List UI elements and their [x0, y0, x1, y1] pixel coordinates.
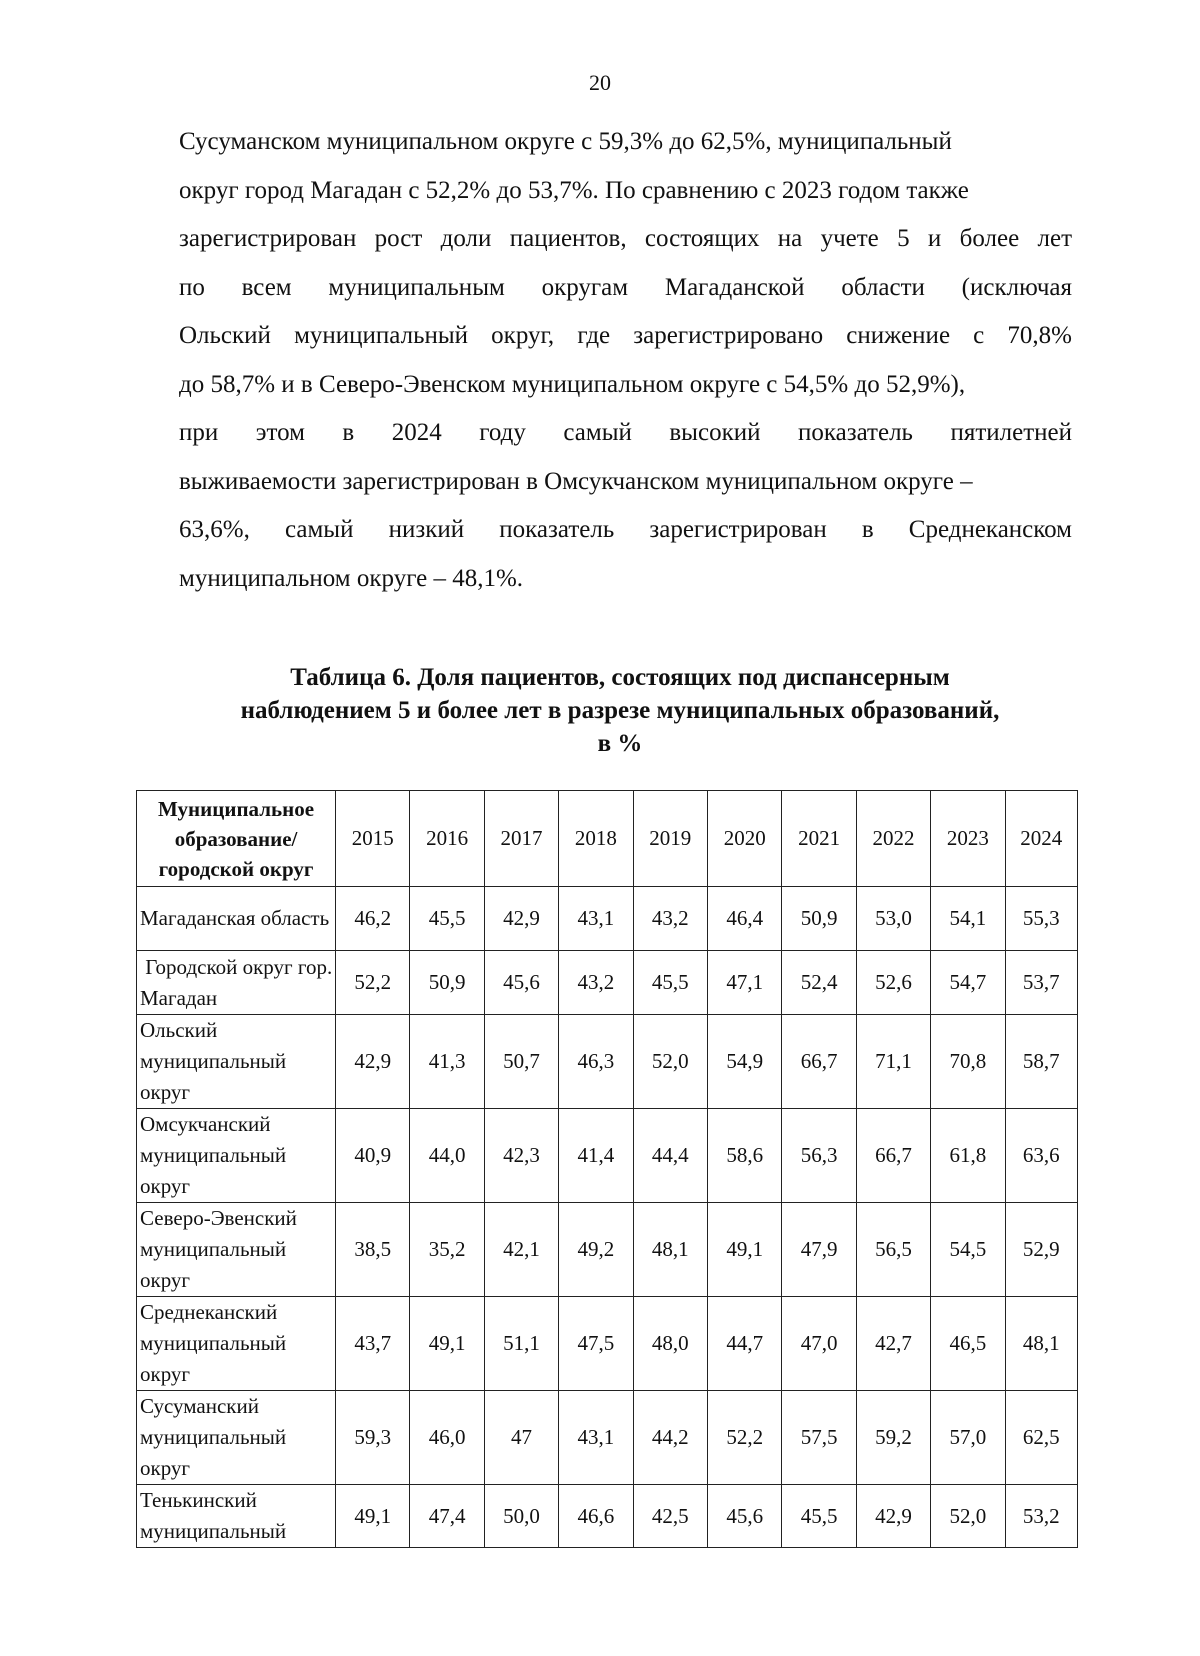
row-label: Ольский муниципальный округ — [137, 1015, 336, 1109]
table-cell: 43,2 — [633, 887, 707, 951]
table-cell: 42,7 — [856, 1297, 930, 1391]
table-cell: 42,1 — [484, 1203, 558, 1297]
table-header-row — [137, 791, 1078, 887]
column-header-municipality: Муниципальное образование/городской округ — [137, 791, 336, 887]
table-row — [137, 1485, 1078, 1548]
table-cell: 58,7 — [1005, 1015, 1077, 1109]
column-header-year: 2020 — [708, 791, 782, 887]
paragraph-line: 63,6%, самый низкий показатель зарегистрирован в Среднеканском — [179, 516, 1072, 543]
table-cell: 52,2 — [708, 1391, 782, 1485]
table-cell: 46,2 — [336, 887, 410, 951]
paragraph-line: округ город Магадан с 52,2% до 53,7%. По сравнению с 2023 годом также — [179, 176, 969, 204]
table-cell: 54,1 — [931, 887, 1005, 951]
paragraph-line: по всем муниципальным округам Магаданской области (исключая — [179, 273, 1072, 301]
table-cell: 49,1 — [410, 1297, 484, 1391]
table-cell: 62,5 — [1005, 1391, 1077, 1485]
table-row — [137, 887, 1078, 951]
table-cell: 52,4 — [782, 951, 856, 1015]
column-header-year: 2024 — [1005, 791, 1077, 887]
table-cell: 49,2 — [559, 1203, 633, 1297]
table-caption — [130, 661, 1110, 760]
table-cell: 56,5 — [856, 1203, 930, 1297]
table-cell: 38,5 — [336, 1203, 410, 1297]
table-cell: 53,2 — [1005, 1485, 1077, 1548]
table-cell: 48,0 — [633, 1297, 707, 1391]
table-cell: 56,3 — [782, 1109, 856, 1203]
table-cell: 50,0 — [484, 1485, 558, 1548]
body-paragraph — [179, 118, 1072, 603]
table-cell: 42,9 — [336, 1015, 410, 1109]
page-number: 20 — [589, 70, 611, 95]
table-cell: 45,5 — [410, 887, 484, 951]
column-header-year: 2018 — [559, 791, 633, 887]
table-row — [137, 1203, 1078, 1297]
table-cell: 52,6 — [856, 951, 930, 1015]
table-cell: 45,5 — [633, 951, 707, 1015]
table-cell: 45,6 — [708, 1485, 782, 1548]
row-label: Сусуманский муниципальный округ — [137, 1391, 336, 1485]
table-cell: 49,1 — [336, 1485, 410, 1548]
table-cell: 58,6 — [708, 1109, 782, 1203]
table-cell: 54,9 — [708, 1015, 782, 1109]
table-cell: 44,4 — [633, 1109, 707, 1203]
table-cell: 66,7 — [856, 1109, 930, 1203]
row-label: Тенькинский муниципальный — [137, 1485, 336, 1548]
table-cell: 47,1 — [708, 951, 782, 1015]
table-cell: 66,7 — [782, 1015, 856, 1109]
table-caption-line: наблюдением 5 и более лет в разрезе муниципальных образований, — [240, 697, 1000, 724]
table-cell: 42,9 — [856, 1485, 930, 1548]
table-cell: 52,0 — [633, 1015, 707, 1109]
column-header-year: 2023 — [931, 791, 1005, 887]
table-cell: 42,3 — [484, 1109, 558, 1203]
table-cell: 46,6 — [559, 1485, 633, 1548]
table-cell: 43,1 — [559, 887, 633, 951]
table-row — [137, 1015, 1078, 1109]
table-cell: 48,1 — [1005, 1297, 1077, 1391]
table-cell: 51,1 — [484, 1297, 558, 1391]
table-row — [137, 1297, 1078, 1391]
table-caption-line: в % — [597, 730, 643, 757]
table-cell: 46,4 — [708, 887, 782, 951]
column-header-year: 2021 — [782, 791, 856, 887]
table-cell: 50,7 — [484, 1015, 558, 1109]
table-cell: 40,9 — [336, 1109, 410, 1203]
table-cell: 53,7 — [1005, 951, 1077, 1015]
paragraph-line: при этом в 2024 году самый высокий показатель пятилетней — [179, 419, 1072, 446]
table-cell: 44,0 — [410, 1109, 484, 1203]
table-cell: 43,1 — [559, 1391, 633, 1485]
column-header-year: 2016 — [410, 791, 484, 887]
paragraph-line: выживаемости зарегистрирован в Омсукчанском муниципальном округе – — [179, 467, 973, 495]
table-cell: 47 — [484, 1391, 558, 1485]
table-cell: 53,0 — [856, 887, 930, 951]
table-cell: 35,2 — [410, 1203, 484, 1297]
table-cell: 71,1 — [856, 1015, 930, 1109]
table-cell: 47,9 — [782, 1203, 856, 1297]
table-cell: 52,0 — [931, 1485, 1005, 1548]
column-header-year: 2017 — [484, 791, 558, 887]
table-cell: 41,3 — [410, 1015, 484, 1109]
table-caption-line: Таблица 6. Доля пациентов, состоящих под диспансерным — [290, 664, 950, 691]
table-cell: 49,1 — [708, 1203, 782, 1297]
table-cell: 50,9 — [410, 951, 484, 1015]
table-cell: 45,5 — [782, 1485, 856, 1548]
table-cell: 46,5 — [931, 1297, 1005, 1391]
table-cell: 59,2 — [856, 1391, 930, 1485]
table-cell: 43,2 — [559, 951, 633, 1015]
row-label: Городской округ гор. Магадан — [137, 951, 336, 1015]
table-cell: 52,9 — [1005, 1203, 1077, 1297]
table-cell: 46,0 — [410, 1391, 484, 1485]
table-cell: 59,3 — [336, 1391, 410, 1485]
table-cell: 44,7 — [708, 1297, 782, 1391]
paragraph-line: зарегистрирован рост доли пациентов, состоящих на учете 5 и более лет — [179, 225, 1072, 252]
table-row — [137, 1391, 1078, 1485]
table-cell: 54,7 — [931, 951, 1005, 1015]
table-cell: 48,1 — [633, 1203, 707, 1297]
table-cell: 43,7 — [336, 1297, 410, 1391]
paragraph-line: муниципальном округе – 48,1%. — [179, 564, 524, 592]
paragraph-line: Ольский муниципальный округ, где зарегистрировано снижение с 70,8% — [179, 322, 1072, 349]
table-cell: 61,8 — [931, 1109, 1005, 1203]
data-table — [136, 790, 1078, 1548]
table-cell: 50,9 — [782, 887, 856, 951]
paragraph-line: до 58,7% и в Северо-Эвенском муниципальном округе с 54,5% до 52,9%), — [179, 370, 966, 398]
row-label: Омсукчанский муниципальный округ — [137, 1109, 336, 1203]
table-row — [137, 951, 1078, 1015]
row-label: Среднеканский муниципальный округ — [137, 1297, 336, 1391]
table-cell: 54,5 — [931, 1203, 1005, 1297]
table-cell: 45,6 — [484, 951, 558, 1015]
table-cell: 41,4 — [559, 1109, 633, 1203]
row-label: Магаданская область — [137, 887, 336, 951]
table-cell: 42,9 — [484, 887, 558, 951]
table-cell: 47,4 — [410, 1485, 484, 1548]
column-header-year: 2015 — [336, 791, 410, 887]
table-cell: 44,2 — [633, 1391, 707, 1485]
table-cell: 57,5 — [782, 1391, 856, 1485]
column-header-year: 2022 — [856, 791, 930, 887]
column-header-year: 2019 — [633, 791, 707, 887]
table-cell: 52,2 — [336, 951, 410, 1015]
row-label: Северо-Эвенский муниципальный округ — [137, 1203, 336, 1297]
paragraph-line: Сусуманском муниципальном округе с 59,3% до 62,5%, муниципальный — [179, 128, 952, 155]
table-cell: 70,8 — [931, 1015, 1005, 1109]
table-cell: 63,6 — [1005, 1109, 1077, 1203]
table-cell: 55,3 — [1005, 887, 1077, 951]
table-cell: 47,0 — [782, 1297, 856, 1391]
table-cell: 46,3 — [559, 1015, 633, 1109]
table-row — [137, 1109, 1078, 1203]
table-cell: 57,0 — [931, 1391, 1005, 1485]
table-cell: 42,5 — [633, 1485, 707, 1548]
table-cell: 47,5 — [559, 1297, 633, 1391]
